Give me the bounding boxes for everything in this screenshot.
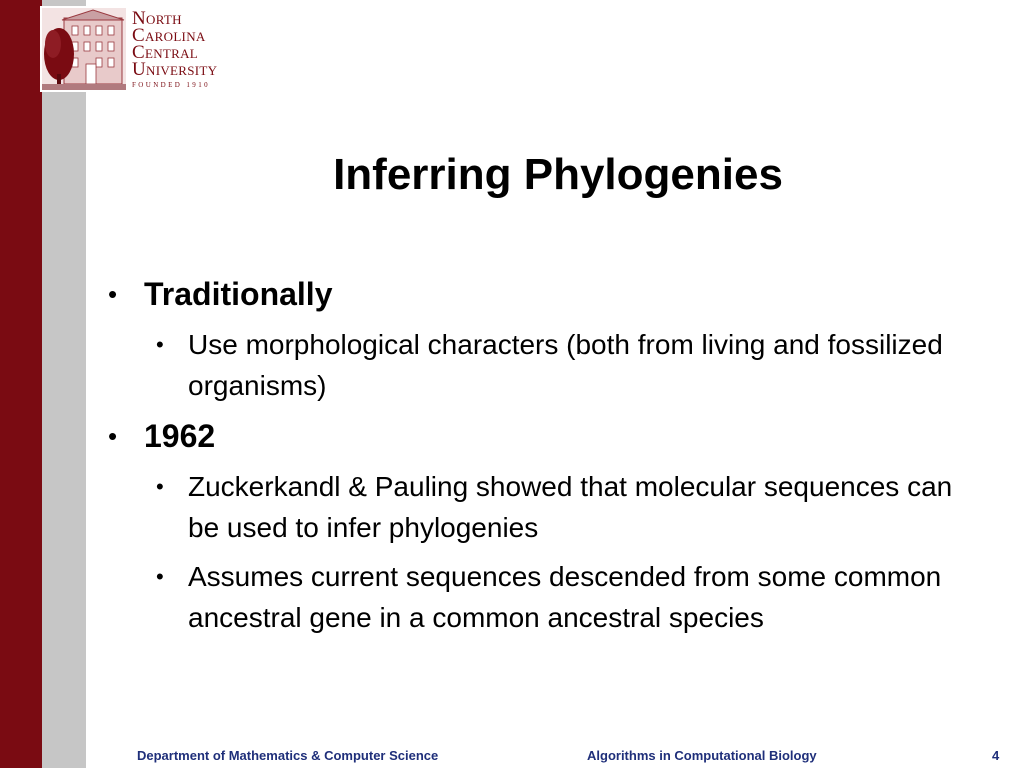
footer-department: Department of Mathematics & Computer Science — [137, 748, 439, 763]
bullet-dot-icon: • — [108, 279, 118, 309]
sub-bullet-text: Assumes current sequences descended from some common ancestral gene in a common ancestral species — [188, 561, 942, 633]
logo-line-2: Carolina — [132, 25, 206, 46]
footer-page-number: 4 — [992, 748, 1000, 763]
slide-body — [108, 272, 988, 646]
logo-founded: FOUNDED 1910 — [132, 81, 210, 89]
sub-bullet-item — [108, 466, 988, 548]
bullet-dot-icon: • — [156, 332, 164, 357]
bullet-item — [108, 414, 988, 458]
bullet-dot-icon: • — [156, 564, 164, 589]
bullet-dot-icon: • — [156, 474, 164, 499]
building-emblem-icon — [42, 8, 126, 90]
logo-line-4: University — [132, 59, 218, 80]
bullet-text: 1962 — [144, 418, 216, 454]
logo-line-1: North — [132, 8, 182, 29]
university-logo — [40, 6, 250, 92]
bullet-text: Traditionally — [144, 276, 333, 312]
slide-title: Inferring Phylogenies — [333, 150, 783, 199]
university-wordmark — [132, 10, 252, 89]
left-gray-bar — [42, 0, 86, 768]
bullet-dot-icon: • — [108, 421, 118, 451]
footer-course: Algorithms in Computational Biology — [587, 748, 817, 763]
logo-line-3: Central — [132, 42, 199, 63]
left-maroon-bar — [0, 0, 42, 768]
sub-bullet-text: Use morphological characters (both from living and fossilized organisms) — [188, 329, 943, 401]
bullet-item — [108, 272, 988, 316]
sub-bullet-text: Zuckerkandl & Pauling showed that molecular sequences can be used to infer phylogenies — [188, 471, 953, 543]
sub-bullet-item — [108, 324, 988, 406]
sub-bullet-item — [108, 556, 988, 638]
